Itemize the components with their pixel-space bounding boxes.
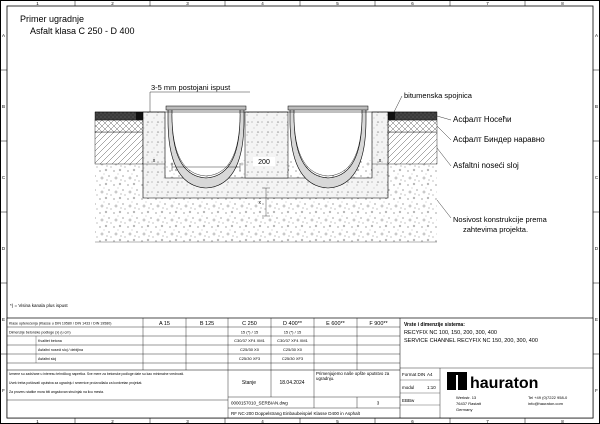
row4-desc: Asfaltni noseći sloj / debljina [38,348,83,352]
product-heading: Vrste i dimenzije sistema: [404,322,465,328]
column-label-bottom-4: 4 [261,419,264,424]
asphalt-binder-right [388,120,437,132]
row-label-left-D: D [1,246,6,251]
load-header-desc: Klase opterećenja (Klasse u DIN 19580 / DIN 1433 / DIN 19580) [9,321,112,326]
grate-right [288,106,368,110]
tel: Tel +49 (0)7222 958-0 [528,395,568,400]
bitumen-joint-right [388,112,395,120]
note-support-line2: zahtevima projekta. [463,225,529,234]
row-label-left-C: C [1,175,6,180]
dim-x-left: x [152,158,156,164]
note-bitumen: bitumenska spojnica [404,91,472,100]
column-label-top-8: 8 [561,1,564,6]
remark-text: Primenjujemo naše opšte uputstvo za ugradnju. [316,371,390,382]
column-label-top-6: 6 [411,1,414,6]
row-label-right-F: F [595,388,598,393]
row-label-right-C: C [594,175,599,180]
row-label-right-B: B [594,104,599,109]
asphalt-wearing-left [95,112,143,120]
disclaimer-2: Uvek treba poštovati uputstva za ugradnju i smernice proizvođača za konkretan projekat. [9,381,143,385]
address-line3: Germany [456,407,473,412]
asphalt-base-left [95,132,143,164]
grate-left [166,106,246,110]
row-label-left-E: E [1,317,6,322]
format-label: Format DIN [402,372,426,377]
column-label-bottom-2: 2 [111,419,114,424]
asphalt-base-right [388,132,437,164]
asphalt-wearing-right [388,112,437,120]
column-label-bottom-1: 1 [36,419,39,424]
dim-x-mid: x [258,200,261,206]
row3-desc: Kvalitet betona [38,339,62,343]
row4-value-2: C25/30 X0 [240,347,259,352]
row3-value-3: C30/37 XF4 XM1 [277,338,308,343]
drawing-title-line2: Asfalt klasa C 250 - D 400 [30,26,135,36]
label-layer-binder: Асфалт Биндер наравно [453,135,545,144]
column-label-top-7: 7 [486,1,489,6]
column-label-top-5: 5 [336,1,339,6]
product-line1: RECYFIX NC 100, 150, 200, 300, 400 [404,330,497,336]
label-layer-base: Asfaltni noseći sloj [453,161,519,170]
row2-desc: Dimenzije betonske podloge (x) (u cm) [9,330,71,335]
column-label-bottom-7: 7 [486,419,489,424]
row-label-left-F: F [2,388,5,393]
modul-value: 1:10 [427,385,436,390]
address-line2: 76437 Rastatt [456,401,481,406]
load-class-4: E 600** [326,321,345,327]
row5-value-3: C25/30 XF3 [281,356,304,361]
row5-desc: Asfaltni sloj [38,357,57,361]
hauraton-logo [447,372,538,392]
note-support-line1: Nosivost konstrukcije prema [453,215,547,224]
column-label-top-1: 1 [36,1,39,6]
format-value: A4 [427,372,433,377]
dim-x-right: x [378,158,382,164]
load-class-1: B 125 [199,321,215,327]
footnote: *) = Visina kanala plus ispust [10,303,68,308]
bitumen-joint-left [136,112,143,120]
asphalt-binder-left [95,120,143,132]
disclaimer-1: Izmene su zadržane u interesu tehničkog napretka. Sve mere za betonske podloge date su kao minimalne vrednosti. [9,372,185,376]
row-label-left-A: A [1,33,6,38]
row5-value-2: C25/30 XF3 [238,356,261,361]
load-class-2: C 250 [242,321,257,327]
note-outlet: 3-5 mm postojani ispust [151,83,231,92]
logo-text: hauraton [470,375,539,392]
column-label-bottom-8: 8 [561,419,564,424]
disclaimer-3: Za proveru statike mora biti angažovan stručnjak na licu mesta. [9,390,104,394]
modul-label: modul [402,385,415,390]
row3-value-2: C30/37 XF4 XM1 [234,338,265,343]
dim-width-label: 200 [258,159,270,166]
bearb-value: EBBw [402,398,415,403]
row2-value-3: 15 (*) / 15 [283,329,302,335]
caption: RF NC-200 Doppelstrang Einbaubeispiel Klasse D400 in Asphalt [231,411,360,416]
sheet-number: 3 [376,400,380,406]
doc-number: 0000157010_SERBIAN.dwg [231,400,288,406]
stand-date: 18.04.2024 [279,380,305,386]
load-class-5: F 900** [369,321,388,327]
column-label-top-4: 4 [261,1,264,6]
column-label-top-3: 3 [186,1,189,6]
address-line1: Werkstr. 13 [456,395,477,400]
row-label-right-E: E [594,317,599,322]
stand-label: Stanje [241,380,257,386]
load-class-3: D 400** [283,321,302,327]
row-label-right-A: A [594,33,599,38]
row-label-right-D: D [594,246,599,251]
column-label-bottom-3: 3 [186,419,189,424]
row-label-left-B: B [1,104,6,109]
row4-value-3: C25/30 X0 [283,347,302,352]
title-block [7,318,593,418]
column-label-bottom-5: 5 [336,419,339,424]
concrete-middle [245,112,288,178]
column-label-bottom-6: 6 [411,419,414,424]
row2-value-2: 15 (*) / 15 [240,329,259,335]
email: info@hauraton.com [528,401,563,406]
product-line2: SERVICE CHANNEL RECYFIX NC 150, 200, 300, 400 [404,338,538,344]
drawing-title-line1: Primer ugradnje [20,14,85,24]
load-class-0: A 15 [158,321,171,327]
column-label-top-2: 2 [111,1,114,6]
label-layer-top: Асфалт Носећи [453,115,512,124]
